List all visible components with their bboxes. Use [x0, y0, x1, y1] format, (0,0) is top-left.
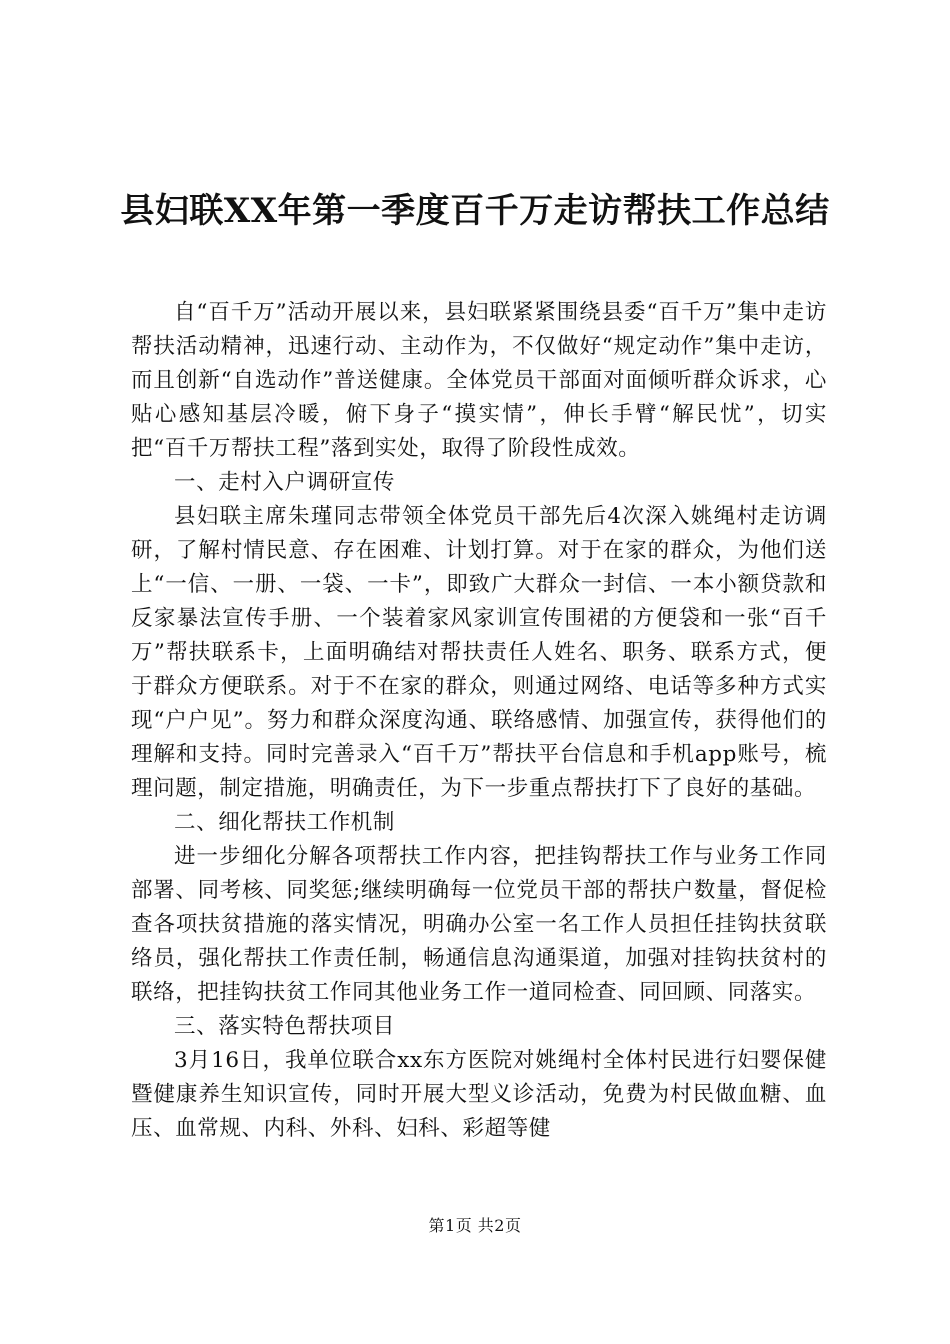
section-heading-2: 二、细化帮扶工作机制 — [174, 810, 396, 835]
section-heading-3: 三、落实特色帮扶项目 — [174, 1014, 396, 1039]
section-heading-1: 一、走村入户调研宣传 — [174, 470, 396, 495]
section-paragraph-1: 县妇联主席朱瑾同志带领全体党员干部先后4次深入姚绳村走访调研，了解村情民意、存在困难、计划打算。对于在家的群众，为他们送上“一信、一册、一袋、一卡”，即致广大群众一封信、一本小额贷款和反家暴法宣传手册、一个装着家风家训宣传围裙的方便袋和一张“百千万”帮扶联系卡，上面明确结对帮扶责任人姓名、职务、联系方式，便于群众方便联系。对于不在家的群众，则通过网络、电话等多种方式实现“户户见”。努力和群众深度沟通、联络感情、加强宣传，获得他们的理解和支持。同时完善录入“百千万”帮扶平台信息和手机app账号，梳理问题，制定措施，明确责任，为下一步重点帮扶打下了良好的基础。 — [131, 504, 827, 801]
intro-paragraph: 自“百千万”活动开展以来，县妇联紧紧围绕县委“百千万”集中走访帮扶活动精神，迅速行动、主动作为，不仅做好“规定动作”集中走访，而且创新“自选动作”普送健康。全体党员干部面对面倾听群众诉求，心贴心感知基层冷暖，俯下身子“摸实情”，伸长手臂“解民忧”，切实把“百千万帮扶工程”落到实处，取得了阶段性成效。 — [131, 300, 827, 461]
section-paragraph-2: 进一步细化分解各项帮扶工作内容，把挂钩帮扶工作与业务工作同部署、同考核、同奖惩;继续明确每一位党员干部的帮扶户数量，督促检查各项扶贫措施的落实情况，明确办公室一名工作人员担任挂钩扶贫联络员，强化帮扶工作责任制，畅通信息沟通渠道，加强对挂钩扶贫村的联络，把挂钩扶贫工作同其他业务工作一道同检查、同回顾、同落实。 — [131, 844, 827, 1005]
page-footer: 第1页 共2页 — [428, 1216, 522, 1235]
document-body — [131, 296, 827, 1146]
section-paragraph-3: 3月16日，我单位联合xx东方医院对姚绳村全体村民进行妇婴保健暨健康养生知识宣传，同时开展大型义诊活动，免费为村民做血糖、血压、血常规、内科、外科、妇科、彩超等健 — [131, 1048, 827, 1141]
document-title: 县妇联XX年第一季度百千万走访帮扶工作总结 — [120, 191, 830, 231]
